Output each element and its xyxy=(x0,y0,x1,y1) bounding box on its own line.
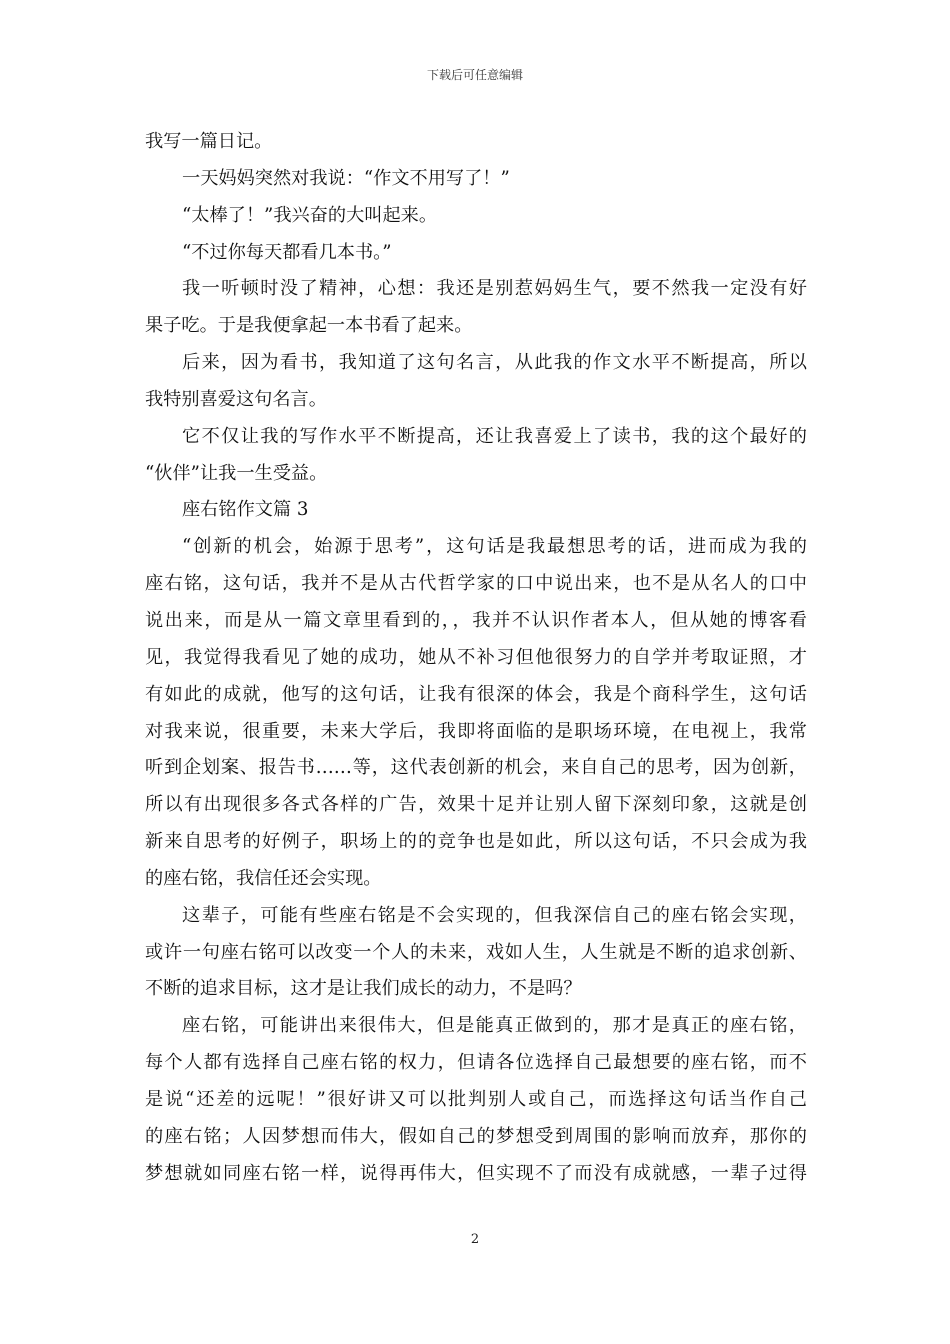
text-line: “创新的机会，始源于思考”，这句话是我最想思考的话，进而成为我的 xyxy=(182,536,807,558)
text-line: 或许一句座右铭可以改变一个人的未来，戏如人生，人生就是不断的追求创新、 xyxy=(145,941,807,963)
text-line: 听到企划案、报告书……等，这代表创新的机会，来自自己的思考，因为创新， xyxy=(145,757,807,779)
text-line: 座右铭，可能讲出来很伟大，但是能真正做到的，那才是真正的座右铭， xyxy=(182,1015,807,1037)
text-line: 我写一篇日记。 xyxy=(145,131,273,152)
text-line: 的座右铭；人因梦想而伟大，假如自己的梦想受到周围的影响而放弃，那你的 xyxy=(145,1125,807,1147)
text-line: 说出来，而是从一篇文章里看到的，，我并不认识作者本人，但从她的博客看 xyxy=(145,609,807,631)
text-line: 这辈子，可能有些座右铭是不会实现的，但我深信自己的座右铭会实现， xyxy=(182,904,807,926)
text-line: 所以有出现很多各式各样的广告，效果十足并让别人留下深刻印象，这就是创 xyxy=(145,794,807,816)
text-line: 不断的追求目标，这才是让我们成长的动力，不是吗？ xyxy=(145,978,582,1000)
text-line: 新来自思考的好例子，职场上的的竞争也是如此，所以这句话，不只会成为我 xyxy=(145,831,807,853)
text-line: “不过你每天都看几本书。” xyxy=(182,241,392,263)
text-line: 我特别喜爱这句名言。 xyxy=(145,388,327,410)
text-line: 一天妈妈突然对我说：“作文不用写了！” xyxy=(182,167,510,189)
text-line: 后来，因为看书，我知道了这句名言，从此我的作文水平不断提高，所以 xyxy=(182,352,807,374)
text-line: 果子吃。于是我便拿起一本书看了起来。 xyxy=(145,315,473,337)
text-line: 见，我觉得我看见了她的成功，她从不补习但他很努力的自学并考取证照，才 xyxy=(145,646,807,668)
text-line: “伙伴”让我一生受益。 xyxy=(145,462,328,484)
text-line: 是说“还差的远呢！”很好讲又可以批判别人或自己，而选择这句话当作自己 xyxy=(145,1088,807,1110)
text-line: 的座右铭，我信任还会实现。 xyxy=(145,867,382,889)
text-line: 它不仅让我的写作水平不断提高，还让我喜爱上了读书，我的这个最好的 xyxy=(182,425,807,447)
text-line: “太棒了！”我兴奋的大叫起来。 xyxy=(182,204,438,226)
document-body xyxy=(145,124,807,1192)
text-line: 每个人都有选择自己座右铭的权力，但请各位选择自己最想要的座右铭，而不 xyxy=(145,1052,807,1074)
text-line: 梦想就如同座右铭一样，说得再伟大，但实现不了而没有成就感，一辈子过得 xyxy=(145,1162,807,1184)
page-header: 下载后可任意编辑 xyxy=(426,68,523,82)
text-line: 座右铭作文篇 3 xyxy=(182,499,309,521)
text-line: 对我来说，很重要，未来大学后，我即将面临的是职场环境，在电视上，我常 xyxy=(145,720,807,742)
text-line: 我一听顿时没了精神，心想：我还是别惹妈妈生气，要不然我一定没有好 xyxy=(182,278,807,300)
text-line: 有如此的成就，他写的这句话，让我有很深的体会，我是个商科学生，这句话 xyxy=(145,683,807,705)
text-line: 座右铭，这句话，我并不是从古代哲学家的口中说出来，也不是从名人的口中 xyxy=(145,573,807,595)
page-number: 2 xyxy=(470,1232,480,1247)
